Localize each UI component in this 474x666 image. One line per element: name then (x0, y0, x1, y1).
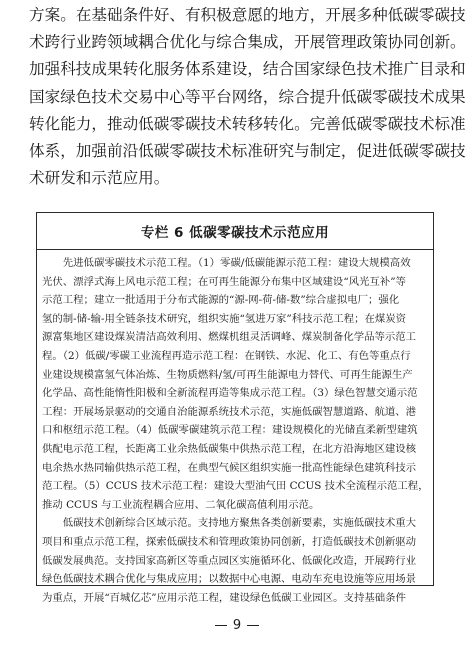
box-line: 光伏、漂浮式海上风电示范工程；在可再生能源分布集中区域建设“风光互补”等 (42, 275, 406, 288)
box-line: 工程：开展场景驱动的交通自治能源系统技术示范，实施低碳智慧道路、航道、港 (42, 405, 417, 418)
box-body (37, 250, 433, 607)
dash-right (247, 625, 259, 626)
box-line: 范工程。（5）CCUS 技术示范工程：建设大型油气田 CCUS 技术全流程示范工程， (42, 480, 429, 493)
box-line: 电余热水热同输供热示范工程，在典型气候区组织实施一批高性能绿色建筑科技示 (42, 461, 417, 474)
body-line: 方案。在基础条件好、有积极意愿的地方，开展多种低碳零碳技 (29, 6, 466, 24)
page-footer (0, 618, 474, 633)
box-line: 程。（2）低碳/零碳工业流程再造示范工程：在钢铁、水泥、化工、有色等重点行 (42, 349, 411, 362)
box-line: 化学品、高性能惰性阳极和全新流程再造等集成示范工程。（3）绿色智慧交通示范 (42, 387, 418, 400)
body-line: 术跨行业跨领域耦合优化与综合集成，开展管理政策协同创新。 (29, 33, 466, 52)
body-line: 转化能力，推动低碳零碳技术转移转化。完善低碳零碳技术标准 (29, 114, 466, 133)
box-line: 绿色低碳技术耦合优化与集成应用；以数据中心电源、电动车充电设施等应用场景 (42, 573, 417, 586)
body-line: 加强科技成果转化服务体系建设，结合国家绿色技术推广目录和 (29, 60, 466, 79)
dash-left (215, 625, 227, 626)
box-line: 先进低碳零碳技术示范工程。（1）零碳/低碳能源示范工程：建设大规模高效 (42, 257, 411, 269)
page-number: 9 (232, 618, 242, 633)
box-line: 氢的制-储-输-用全链条技术研究，组织实施“氢进万家”科技示范工程；在煤炭资 (42, 312, 407, 325)
body-line: 国家绿色技术交易中心等平台网络，综合提升低碳零碳技术成果 (29, 87, 466, 106)
box-line: 项目和重点示范工程，探索低碳技术和管理政策协同创新，打造低碳技术创新驱动 (42, 535, 417, 548)
box-line: 口和枢纽示范工程。（4）低碳零碳建筑示范工程：建设规模化的光储直柔新型建筑 (42, 424, 418, 437)
body-text (29, 2, 466, 192)
column-box-6 (36, 212, 434, 604)
box-line: 业建设规模富氢气体冶炼、生物质燃料/氢/可再生能源电力替代、可再生能源生产 (42, 368, 413, 381)
box-line: 供配电示范工程，长距离工业余热低碳集中供热示范工程，在北方沿海地区建设核 (42, 442, 417, 455)
body-line: 术研发和示范应用。 (29, 169, 170, 188)
body-line: 体系，加强前沿低碳零碳技术标准研究与制定，促进低碳零碳技 (29, 141, 466, 160)
box-title-bar (37, 213, 433, 250)
box-title: 专栏 6 低碳零碳技术示范应用 (140, 225, 330, 241)
box-line: 低碳技术创新综合区域示范。支持地方聚焦各类创新要素，实施低碳技术重大 (42, 517, 417, 530)
box-line: 低碳发展典范。支持国家高新区等重点园区实施循环化、低碳化改造，开展跨行业 (42, 554, 417, 567)
box-line: 为重点，开展“百城亿芯”应用示范工程，建设绿色低碳工业园区。支持基础条件 (42, 591, 406, 604)
box-line: 源富集地区建设煤炭清洁高效利用、燃煤机组灵活调峰、煤炭制备化学品等示范工 (42, 331, 417, 344)
box-line: 推动 CCUS 与工业流程耦合应用、二氧化碳高值利用示范。 (42, 498, 320, 511)
box-line: 示范工程；建立一批适用于分布式能源的“源-网-荷-储-数”综合虚拟电厂；强化 (42, 294, 400, 307)
